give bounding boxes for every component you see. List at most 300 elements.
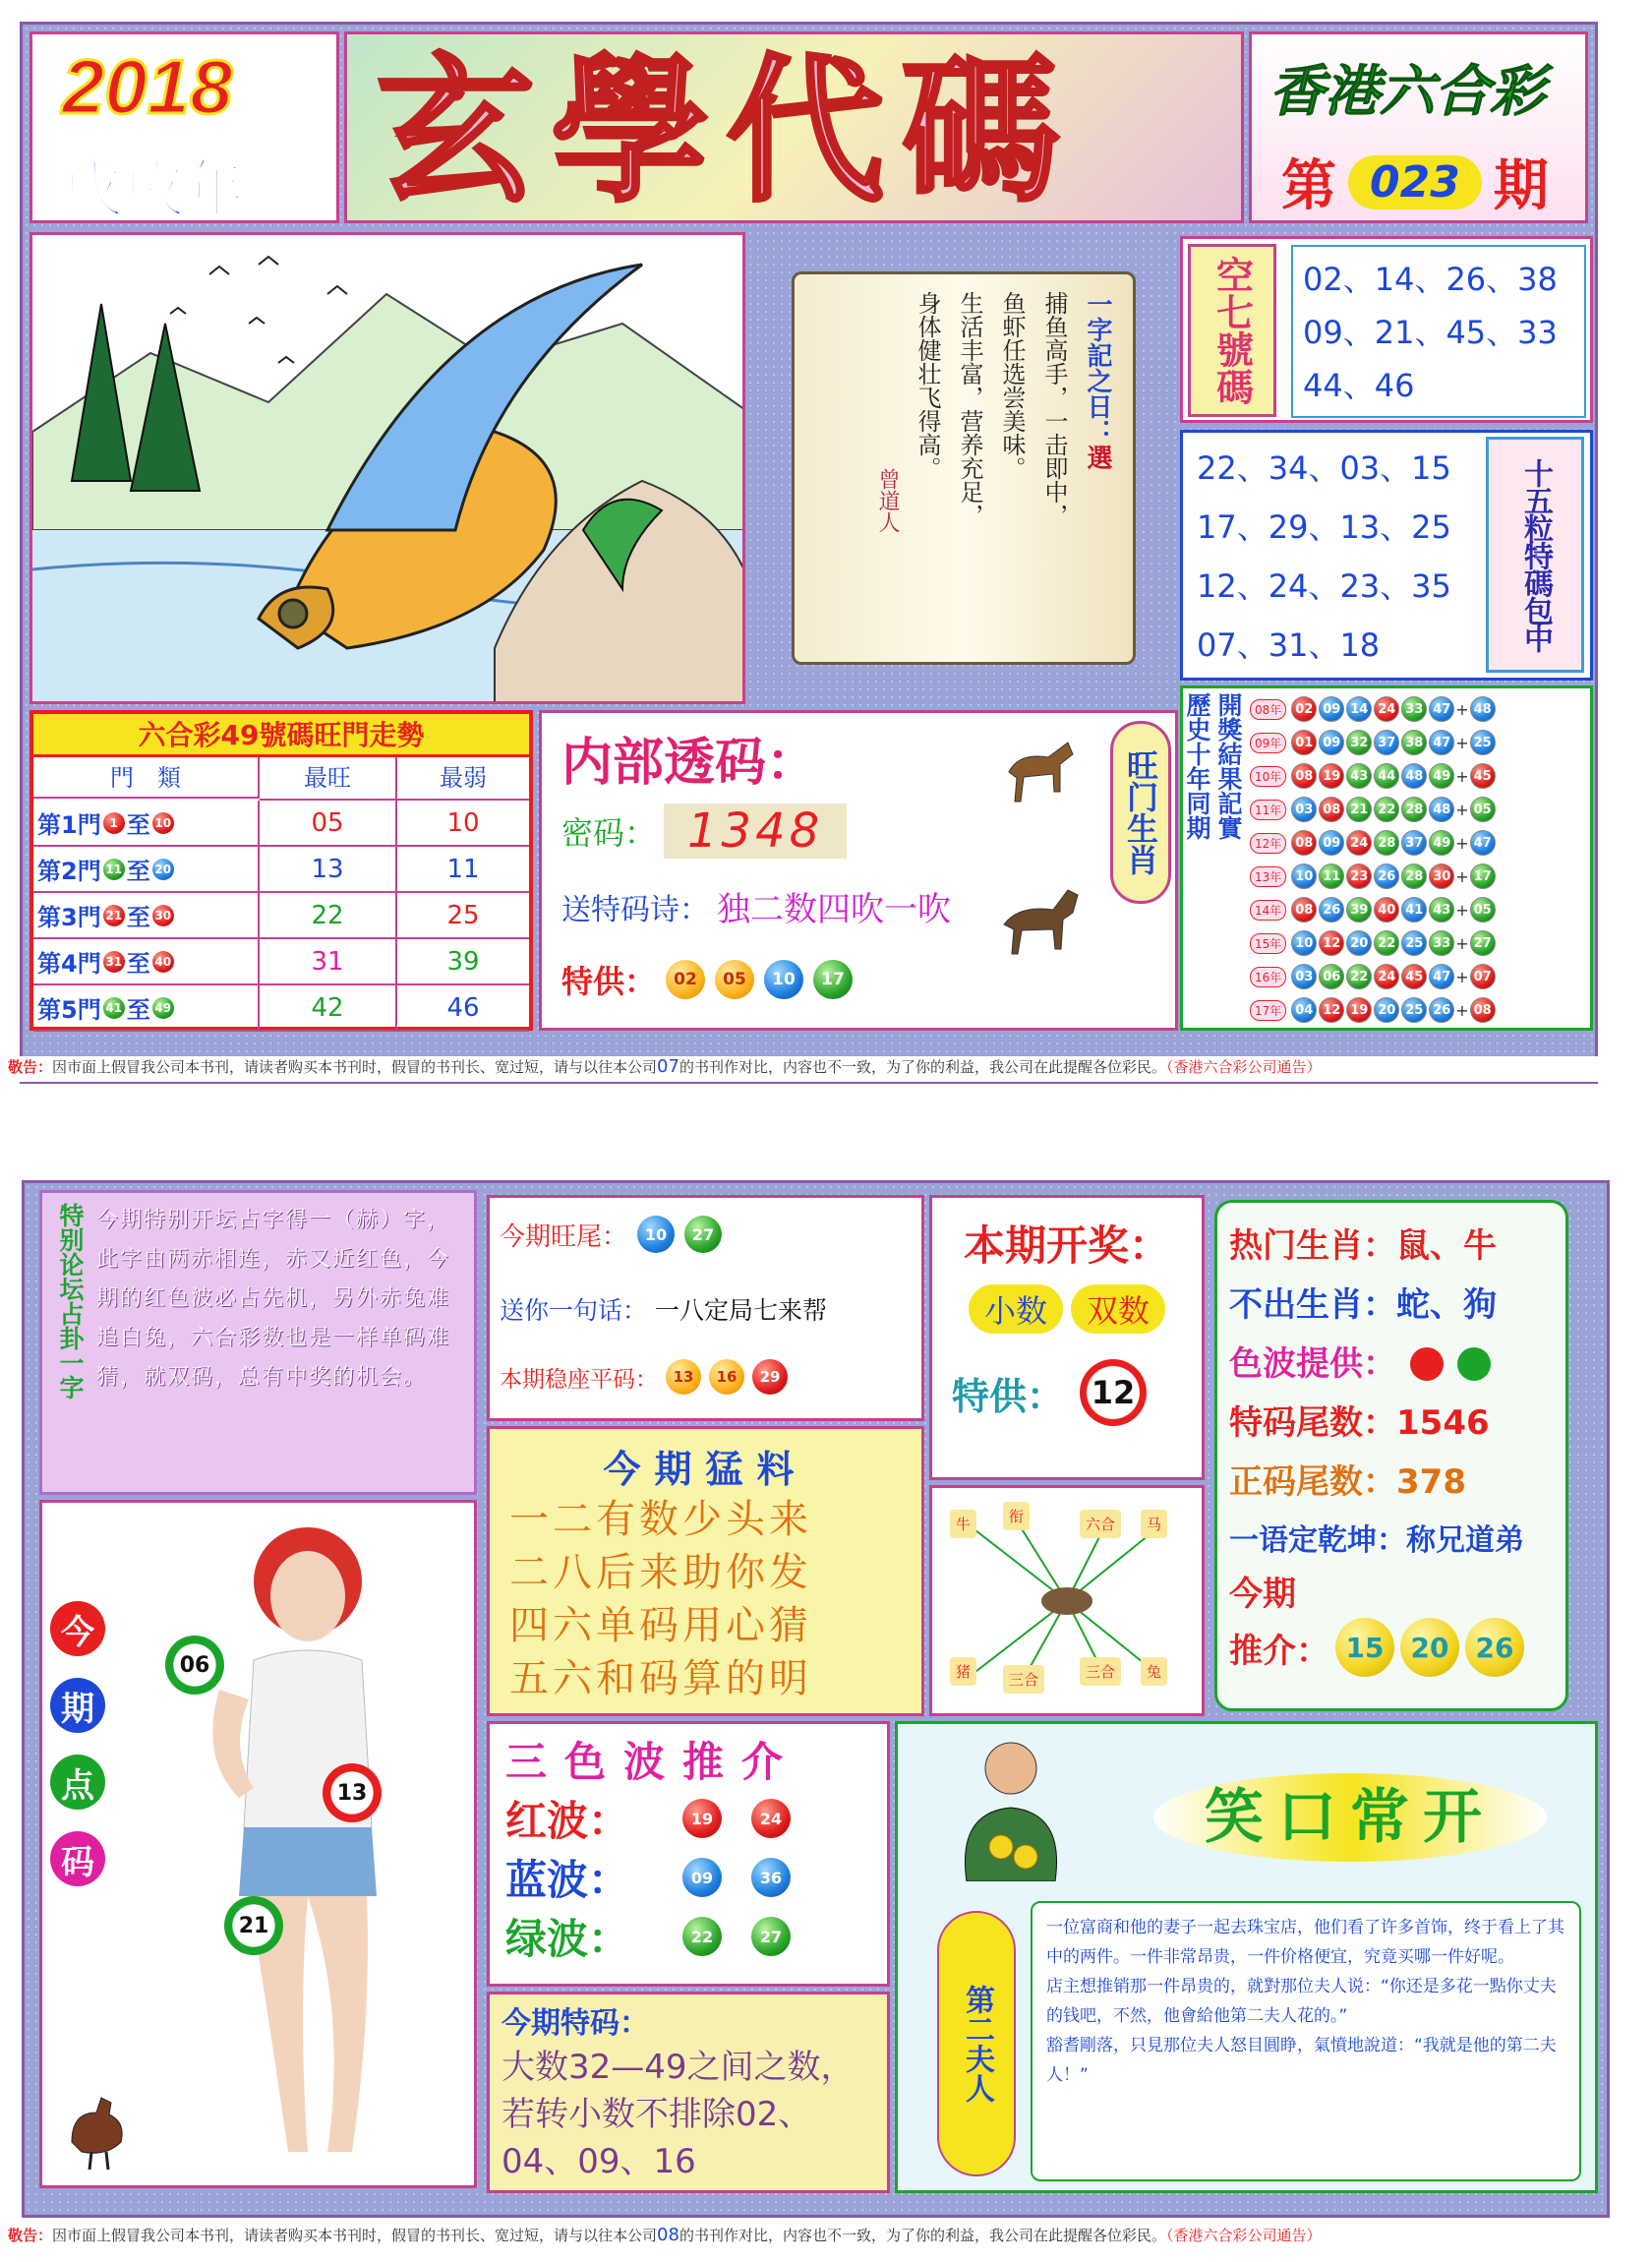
- hot-zodiac-label: 热门生肖：: [1229, 1226, 1396, 1266]
- compass-label: 三合: [1080, 1657, 1121, 1686]
- fifteen-box: [1180, 430, 1593, 681]
- one-word-value: 称兄道弟: [1406, 1523, 1524, 1558]
- history-ball: 06: [1319, 964, 1344, 989]
- open-tags: [932, 1284, 1202, 1334]
- history-ball: 28: [1401, 863, 1427, 889]
- issue-prefix: 第: [1281, 154, 1336, 218]
- poem-line-4: 身体健壮飞得高。: [914, 291, 941, 480]
- history-ball: 49: [1429, 830, 1454, 856]
- history-ball: 38: [1401, 730, 1427, 755]
- history-plus: +: [1455, 866, 1469, 886]
- gate-label-text: 第4門: [37, 950, 101, 978]
- gate-row-ruo: 10: [446, 807, 480, 838]
- gate-row-label: [33, 985, 260, 1030]
- gate-label-text: 第3門: [37, 904, 101, 931]
- history-ball: 12: [1319, 997, 1344, 1023]
- history-ball: 49: [1429, 763, 1454, 789]
- kong-qi-box: [1180, 236, 1593, 423]
- joke-box: [895, 1721, 1598, 2193]
- notice-bottom: [8, 2225, 1644, 2250]
- scroll-poem: [752, 232, 1170, 704]
- hot-row-6: [1229, 1512, 1554, 1571]
- green-wave-ball-1: 22: [682, 1917, 722, 1956]
- history-ball: 20: [1374, 997, 1399, 1023]
- history-special-ball: 05: [1470, 797, 1496, 822]
- history-special-ball: 07: [1470, 964, 1496, 989]
- gate-row-ruo: 25: [446, 900, 480, 930]
- open-special-label: 特供：: [952, 1374, 1065, 1418]
- issue-number: 023: [1348, 155, 1482, 209]
- green-wave-label: 绿波：: [505, 1915, 630, 1963]
- history-ball: 48: [1401, 763, 1427, 789]
- special-code-box: [487, 1992, 890, 2193]
- history-ball: 47: [1429, 696, 1454, 722]
- forum-text: 今期特别开坛占字得一（赫）字，此字由两赤相连，赤又近红色，今期的红色波必占先机，另外赤兔难追白兔，六合彩数也是一样单码难猜，就双码，总有中奖的机会。: [96, 1208, 451, 1390]
- rec-ball-2: 20: [1400, 1618, 1459, 1677]
- fifteen-row-3: 12、24、23、35: [1197, 567, 1451, 605]
- tail-ball-2: 27: [684, 1216, 722, 1253]
- code-line: [561, 804, 847, 859]
- open-tag-1: 小数: [969, 1284, 1063, 1334]
- issue-suffix: 期: [1493, 154, 1549, 218]
- history-plus: +: [1455, 967, 1469, 986]
- history-ball: 02: [1291, 696, 1317, 722]
- history-year: 09年: [1250, 733, 1286, 753]
- gate-header-type: 門 類: [33, 757, 260, 799]
- history-ball: 10: [1291, 930, 1317, 956]
- meng-line-4: 五六和码算的明: [509, 1656, 812, 1701]
- gate-row: [33, 985, 529, 1032]
- open-special-ball: 12: [1080, 1359, 1147, 1426]
- history-year: 17年: [1250, 1000, 1286, 1021]
- notice-sign: （香港六合彩公司通告）: [1165, 2227, 1322, 2244]
- forum-box: [39, 1190, 477, 1495]
- sentence-value: 一八定局七来帮: [655, 1296, 828, 1325]
- history-ball: 04: [1291, 997, 1317, 1023]
- flat-ball-2: 16: [709, 1359, 744, 1395]
- gate-table-title: 六合彩49號碼旺門走勢: [33, 714, 529, 757]
- three-color-box: [487, 1721, 890, 1987]
- inside-title: 内部透码：: [561, 734, 818, 793]
- blue-wave-ball-2: 36: [751, 1858, 791, 1897]
- compass-box: [929, 1485, 1205, 1716]
- history-ball: 08: [1291, 897, 1317, 923]
- issue-line: [1281, 143, 1549, 221]
- sentence-label: 送你一句话：: [500, 1296, 648, 1325]
- gate-row: [33, 893, 529, 939]
- hot-zodiac-value: 鼠、牛: [1396, 1226, 1497, 1266]
- model-side-3: 点: [50, 1755, 105, 1810]
- history-plus: +: [1455, 699, 1469, 719]
- normal-tail-label: 正码尾数：: [1229, 1462, 1396, 1502]
- rec-ball-3: 26: [1465, 1618, 1524, 1677]
- gate-header-wang: 最旺: [260, 757, 397, 801]
- gate-row-ruo: 11: [446, 854, 480, 884]
- rec-label-1: 今期: [1229, 1575, 1296, 1614]
- special-tail-label: 特码尾数：: [1229, 1403, 1396, 1443]
- history-label: 歷史十年同期: [1183, 692, 1211, 840]
- history-ball: 09: [1319, 696, 1344, 722]
- history-year: 11年: [1250, 800, 1286, 820]
- history-row: [1250, 960, 1590, 993]
- history-year: 08年: [1250, 699, 1286, 720]
- gate-from-ball: 21: [103, 905, 125, 926]
- history-plus: +: [1455, 733, 1469, 752]
- today-tail-box: [487, 1195, 924, 1421]
- history-ball: 30: [1429, 863, 1454, 889]
- compass-label: 猪: [950, 1657, 976, 1686]
- history-ball: 19: [1346, 997, 1372, 1023]
- gate-label-text: 第2門: [37, 858, 101, 885]
- open-tag-2: 双数: [1071, 1284, 1165, 1334]
- open-special-line: [932, 1359, 1202, 1426]
- joke-p3: 豁耆剛落，只見那位夫人怒目圓睁，氣憤地說道：“我就是他的第二夫人！”: [1046, 2036, 1557, 2085]
- history-ball: 10: [1291, 863, 1317, 889]
- poem-value: 独二数四吹一吹: [717, 890, 951, 929]
- scroll-heading-text: 一字記之日：: [1083, 291, 1112, 445]
- model-side-2: 期: [50, 1678, 105, 1733]
- hot-row-1: [1229, 1217, 1554, 1276]
- model-ball-1: 06: [165, 1636, 224, 1695]
- special-label: 特供：: [561, 963, 657, 1000]
- history-year: 16年: [1250, 967, 1286, 987]
- history-ball: 47: [1429, 730, 1454, 755]
- kong-qi-row-3: 44、46: [1303, 367, 1415, 404]
- red-wave-ball-1: 19: [682, 1799, 722, 1838]
- history-ball: 11: [1319, 863, 1344, 889]
- compass-label: 六合: [1080, 1510, 1121, 1538]
- history-ball: 22: [1374, 797, 1399, 822]
- gate-to-word: 至: [126, 996, 150, 1024]
- history-ball: 37: [1401, 830, 1427, 856]
- special-code-title: 今期特码：: [502, 2006, 649, 2041]
- history-ball: 23: [1346, 863, 1372, 889]
- blue-wave-label: 蓝波：: [505, 1856, 630, 1904]
- history-row: [1250, 793, 1590, 826]
- history-ball: 22: [1346, 964, 1372, 989]
- color-wave-label: 色波提供：: [1229, 1344, 1396, 1384]
- compass-label: 马: [1141, 1510, 1167, 1538]
- forum-side: 特别论坛占卦一字: [56, 1203, 85, 1399]
- kong-qi-label: 空七號碼: [1188, 244, 1276, 417]
- hot-row-3: [1229, 1335, 1554, 1394]
- gate-row-ruo: 39: [446, 946, 480, 977]
- hot-row-2: [1229, 1276, 1554, 1335]
- history-ball: 24: [1374, 964, 1399, 989]
- kong-qi-row-2: 09、21、45、33: [1303, 314, 1558, 351]
- code-label: 密码：: [561, 814, 657, 852]
- gate-to-word: 至: [126, 858, 150, 885]
- gate-row-label: [33, 893, 260, 937]
- history-row: [1250, 993, 1590, 1027]
- history-ball: 26: [1429, 997, 1454, 1023]
- gate-row-label: [33, 939, 260, 983]
- gate-from-ball: 11: [103, 859, 125, 880]
- title-block: [344, 31, 1244, 223]
- history-ball: 43: [1346, 763, 1372, 789]
- history-ball: 14: [1346, 696, 1372, 722]
- notice-text-b: 的书刊作对比，内容也不一致，为了你的利益，我公司在此提醒各位彩民。: [678, 2227, 1166, 2244]
- gate-row-wang: 05: [260, 801, 397, 845]
- compass-label: 兔: [1141, 1657, 1167, 1686]
- history-year: 14年: [1250, 900, 1286, 921]
- history-ball: 22: [1374, 930, 1399, 956]
- history-box: [1180, 685, 1593, 1031]
- publisher-name: 香港六合彩: [1269, 60, 1545, 124]
- joke-text: [1031, 1901, 1581, 2181]
- history-label-2: 開獎結果記實: [1214, 692, 1243, 840]
- history-rows: [1250, 692, 1590, 1027]
- rec-line: [1229, 1618, 1554, 1677]
- notice-text-a: 因市面上假冒我公司本书刊，请读者购买本书刊时，假冒的书刊长、宽过短，请与以往本公司: [52, 2227, 658, 2244]
- rec-label-2: 推介：: [1229, 1631, 1329, 1671]
- history-ball: 28: [1401, 797, 1427, 822]
- model-ball-3: 21: [224, 1896, 283, 1955]
- history-special-ball: 47: [1470, 830, 1496, 856]
- history-ball: 25: [1401, 997, 1427, 1023]
- history-plus: +: [1455, 833, 1469, 853]
- flat-ball-1: 13: [666, 1359, 701, 1395]
- normal-tail-value: 378: [1396, 1462, 1466, 1502]
- history-row: [1250, 926, 1590, 960]
- gate-to-word: 至: [126, 904, 150, 931]
- compass-label: 牛: [950, 1510, 976, 1538]
- rooster-icon: [52, 2083, 141, 2172]
- history-row: [1250, 726, 1590, 759]
- gate-table: [30, 710, 533, 1031]
- gate-header: [33, 757, 529, 801]
- special-code-text: 大数32—49之间之数，若转小数不排除02、04、09、16: [502, 2048, 855, 2181]
- bird-illustration: [30, 232, 745, 704]
- history-ball: 26: [1319, 897, 1344, 923]
- joke-side: 第二夫人: [937, 1911, 1016, 2176]
- history-ball: 19: [1319, 763, 1344, 789]
- green-wave-row: [490, 1907, 887, 1966]
- poem-label: 送特码诗：: [561, 892, 709, 927]
- history-ball: 20: [1346, 930, 1372, 956]
- gate-label-text: 第1門: [37, 811, 101, 839]
- absent-zodiac-value: 蛇、狗: [1396, 1285, 1497, 1325]
- compass-label: 衔: [1003, 1502, 1030, 1530]
- fifteen-row-4: 07、31、18: [1197, 626, 1381, 664]
- history-ball: 08: [1291, 763, 1317, 789]
- history-ball: 24: [1346, 830, 1372, 856]
- history-ball: 01: [1291, 730, 1317, 755]
- rec-ball-1: 15: [1335, 1618, 1394, 1677]
- history-special-ball: 17: [1470, 863, 1496, 889]
- gate-row: [33, 847, 529, 893]
- joke-p1: 一位富商和他的妻子一起去珠宝店，他们看了许多首饰，终于看上了其中的两件。一件非常昂贵，一件价格便宜，究竟买哪一件好呢。: [1046, 1918, 1564, 1967]
- history-plus: +: [1455, 1000, 1469, 1020]
- green-dot-icon: [1457, 1347, 1491, 1381]
- blue-wave-ball-1: 09: [682, 1858, 722, 1897]
- history-special-ball: 08: [1470, 997, 1496, 1023]
- gate-row-label: [33, 847, 260, 891]
- history-ball: 03: [1291, 964, 1317, 989]
- history-row: [1250, 893, 1590, 926]
- history-plus: +: [1455, 933, 1469, 953]
- gate-row-ruo: 46: [446, 992, 480, 1023]
- history-plus: +: [1455, 800, 1469, 819]
- model-side-4: 码: [50, 1831, 105, 1886]
- history-ball: 28: [1374, 830, 1399, 856]
- gate-from-ball: 1: [103, 812, 125, 834]
- green-wave-ball-2: 27: [751, 1917, 791, 1956]
- history-year: 12年: [1250, 833, 1286, 854]
- page-title: 玄學代碼: [377, 38, 1078, 223]
- history-ball: 43: [1429, 897, 1454, 923]
- wang-men-label: 旺门生肖: [1110, 721, 1171, 904]
- history-year: 15年: [1250, 933, 1286, 954]
- gate-from-ball: 41: [103, 997, 125, 1019]
- notice-text-a: 因市面上假冒我公司本书刊，请读者购买本书刊时，假冒的书刊长、宽过短，请与以往本公司: [52, 1058, 658, 1076]
- model-side-1: 今: [50, 1601, 105, 1656]
- history-special-ball: 48: [1470, 696, 1496, 722]
- gate-to-ball: 49: [152, 997, 174, 1019]
- gate-rows: [33, 801, 529, 1032]
- special-ball-2: 05: [715, 960, 754, 999]
- flat-line: [500, 1359, 788, 1395]
- history-ball: 24: [1374, 696, 1399, 722]
- year-name: 戊戌年: [62, 153, 246, 225]
- gate-from-ball: 31: [103, 951, 125, 973]
- red-wave-ball-2: 24: [751, 1799, 791, 1838]
- horse-icon: [999, 733, 1088, 811]
- hot-row-5: [1229, 1453, 1554, 1512]
- joke-p2: 店主想推销那一件昂贵的，就對那位夫人说：“你还是多花一點你丈夫的钱吧，不然，他會給他第二夫人花的。”: [1046, 1977, 1557, 2026]
- red-dot-icon: [1410, 1347, 1444, 1381]
- history-row: [1250, 692, 1590, 726]
- poem-line-3: 生活丰富，营养充足，: [956, 291, 983, 527]
- gate-row-wang: 22: [260, 893, 397, 937]
- special-line: [561, 957, 853, 1002]
- notice-prefix: 敬告：: [8, 1058, 53, 1076]
- special-ball-1: 02: [666, 960, 705, 999]
- poem-line-1: 捕鱼高手，一击即中，: [1040, 291, 1068, 527]
- history-special-ball: 27: [1470, 930, 1496, 956]
- history-row: [1250, 826, 1590, 860]
- history-ball: 08: [1291, 830, 1317, 856]
- gate-row-label: [33, 801, 260, 845]
- history-plus: +: [1455, 900, 1469, 920]
- inside-code: [539, 710, 1178, 1031]
- publisher-block: [1249, 31, 1588, 223]
- sentence-line: [500, 1291, 827, 1327]
- history-ball: 21: [1346, 797, 1372, 822]
- notice-sign: （香港六合彩公司通告）: [1165, 1058, 1322, 1076]
- history-special-ball: 45: [1470, 763, 1496, 789]
- model-figure: [160, 1503, 455, 2181]
- gate-row: [33, 801, 529, 847]
- history-ball: 09: [1319, 830, 1344, 856]
- gate-to-ball: 30: [152, 905, 174, 926]
- gate-to-ball: 40: [152, 951, 174, 973]
- special-ball-3: 10: [764, 960, 803, 999]
- history-ball: 26: [1374, 863, 1399, 889]
- goat-icon: [994, 875, 1088, 964]
- gate-to-word: 至: [126, 811, 150, 839]
- history-ball: 32: [1346, 730, 1372, 755]
- gate-to-ball: 20: [152, 859, 174, 880]
- notice-prefix: 敬告：: [8, 2227, 53, 2244]
- open-this-box: [929, 1195, 1205, 1480]
- hot-box: [1214, 1200, 1568, 1711]
- history-ball: 45: [1401, 964, 1427, 989]
- history-ball: 33: [1401, 696, 1427, 722]
- history-ball: 40: [1374, 897, 1399, 923]
- history-ball: 03: [1291, 797, 1317, 822]
- open-this-title: 本期开奖：: [963, 1221, 1170, 1270]
- tail-ball-1: 10: [637, 1216, 675, 1253]
- model-box: [39, 1500, 477, 2188]
- fifteen-row-2: 17、29、13、25: [1197, 508, 1451, 546]
- history-ball: 48: [1429, 797, 1454, 822]
- year-block: [30, 31, 339, 223]
- gate-row-wang: 31: [260, 939, 397, 983]
- history-row: [1250, 860, 1590, 893]
- flat-label: 本期稳座平码：: [500, 1366, 658, 1393]
- history-ball: 39: [1346, 897, 1372, 923]
- gate-row-wang: 13: [260, 847, 397, 891]
- tail-label: 今期旺尾：: [500, 1221, 628, 1252]
- history-ball: 12: [1319, 930, 1344, 956]
- history-special-ball: 05: [1470, 897, 1496, 923]
- hot-rows: [1217, 1203, 1565, 1677]
- history-ball: 41: [1401, 897, 1427, 923]
- notice-issue: 07: [657, 1056, 679, 1077]
- compass-label: 三合: [1003, 1665, 1044, 1694]
- year-number: 2018: [62, 43, 233, 130]
- flat-ball-3: 29: [752, 1359, 788, 1395]
- code-value: 1348: [664, 804, 847, 859]
- gate-to-ball: 10: [152, 812, 174, 834]
- red-wave-label: 红波：: [505, 1797, 630, 1845]
- history-ball: 25: [1401, 930, 1427, 956]
- meng-line-1: 一二有数少头来: [509, 1497, 812, 1542]
- model-side: [50, 1601, 105, 1886]
- scroll-heading-char: 選: [1083, 445, 1112, 470]
- meng-liao-box: [487, 1426, 924, 1716]
- history-ball: 33: [1429, 930, 1454, 956]
- joke-title: 笑口常开: [1153, 1773, 1547, 1862]
- history-special-ball: 25: [1470, 730, 1496, 755]
- gate-row: [33, 939, 529, 985]
- meng-line-2: 二八后来助你发: [509, 1550, 812, 1595]
- fifteen-row-1: 22、34、03、15: [1197, 449, 1451, 487]
- fifteen-label: 十五粒特碼包中: [1486, 437, 1584, 673]
- gate-header-ruo: 最弱: [397, 757, 529, 801]
- one-word-label: 一语定乾坤：: [1229, 1523, 1406, 1558]
- model-ball-2: 13: [323, 1763, 382, 1822]
- notice-issue: 08: [657, 2225, 679, 2245]
- history-row: [1250, 759, 1590, 793]
- scroll-stamp: 曾道人: [875, 468, 900, 533]
- special-tail-value: 1546: [1396, 1403, 1490, 1443]
- history-year: 13年: [1250, 866, 1286, 887]
- history-ball: 44: [1374, 763, 1399, 789]
- red-wave-row: [490, 1789, 887, 1848]
- history-year: 10年: [1250, 766, 1286, 787]
- special-ball-4: 17: [813, 960, 853, 999]
- history-ball: 37: [1374, 730, 1399, 755]
- scroll-heading: [1080, 291, 1116, 645]
- gate-label-text: 第5門: [37, 996, 101, 1024]
- tail-line: [500, 1216, 722, 1253]
- gate-row-wang: 42: [260, 985, 397, 1030]
- history-ball: 09: [1319, 730, 1344, 755]
- history-plus: +: [1455, 766, 1469, 786]
- hot-row-4: [1229, 1394, 1554, 1453]
